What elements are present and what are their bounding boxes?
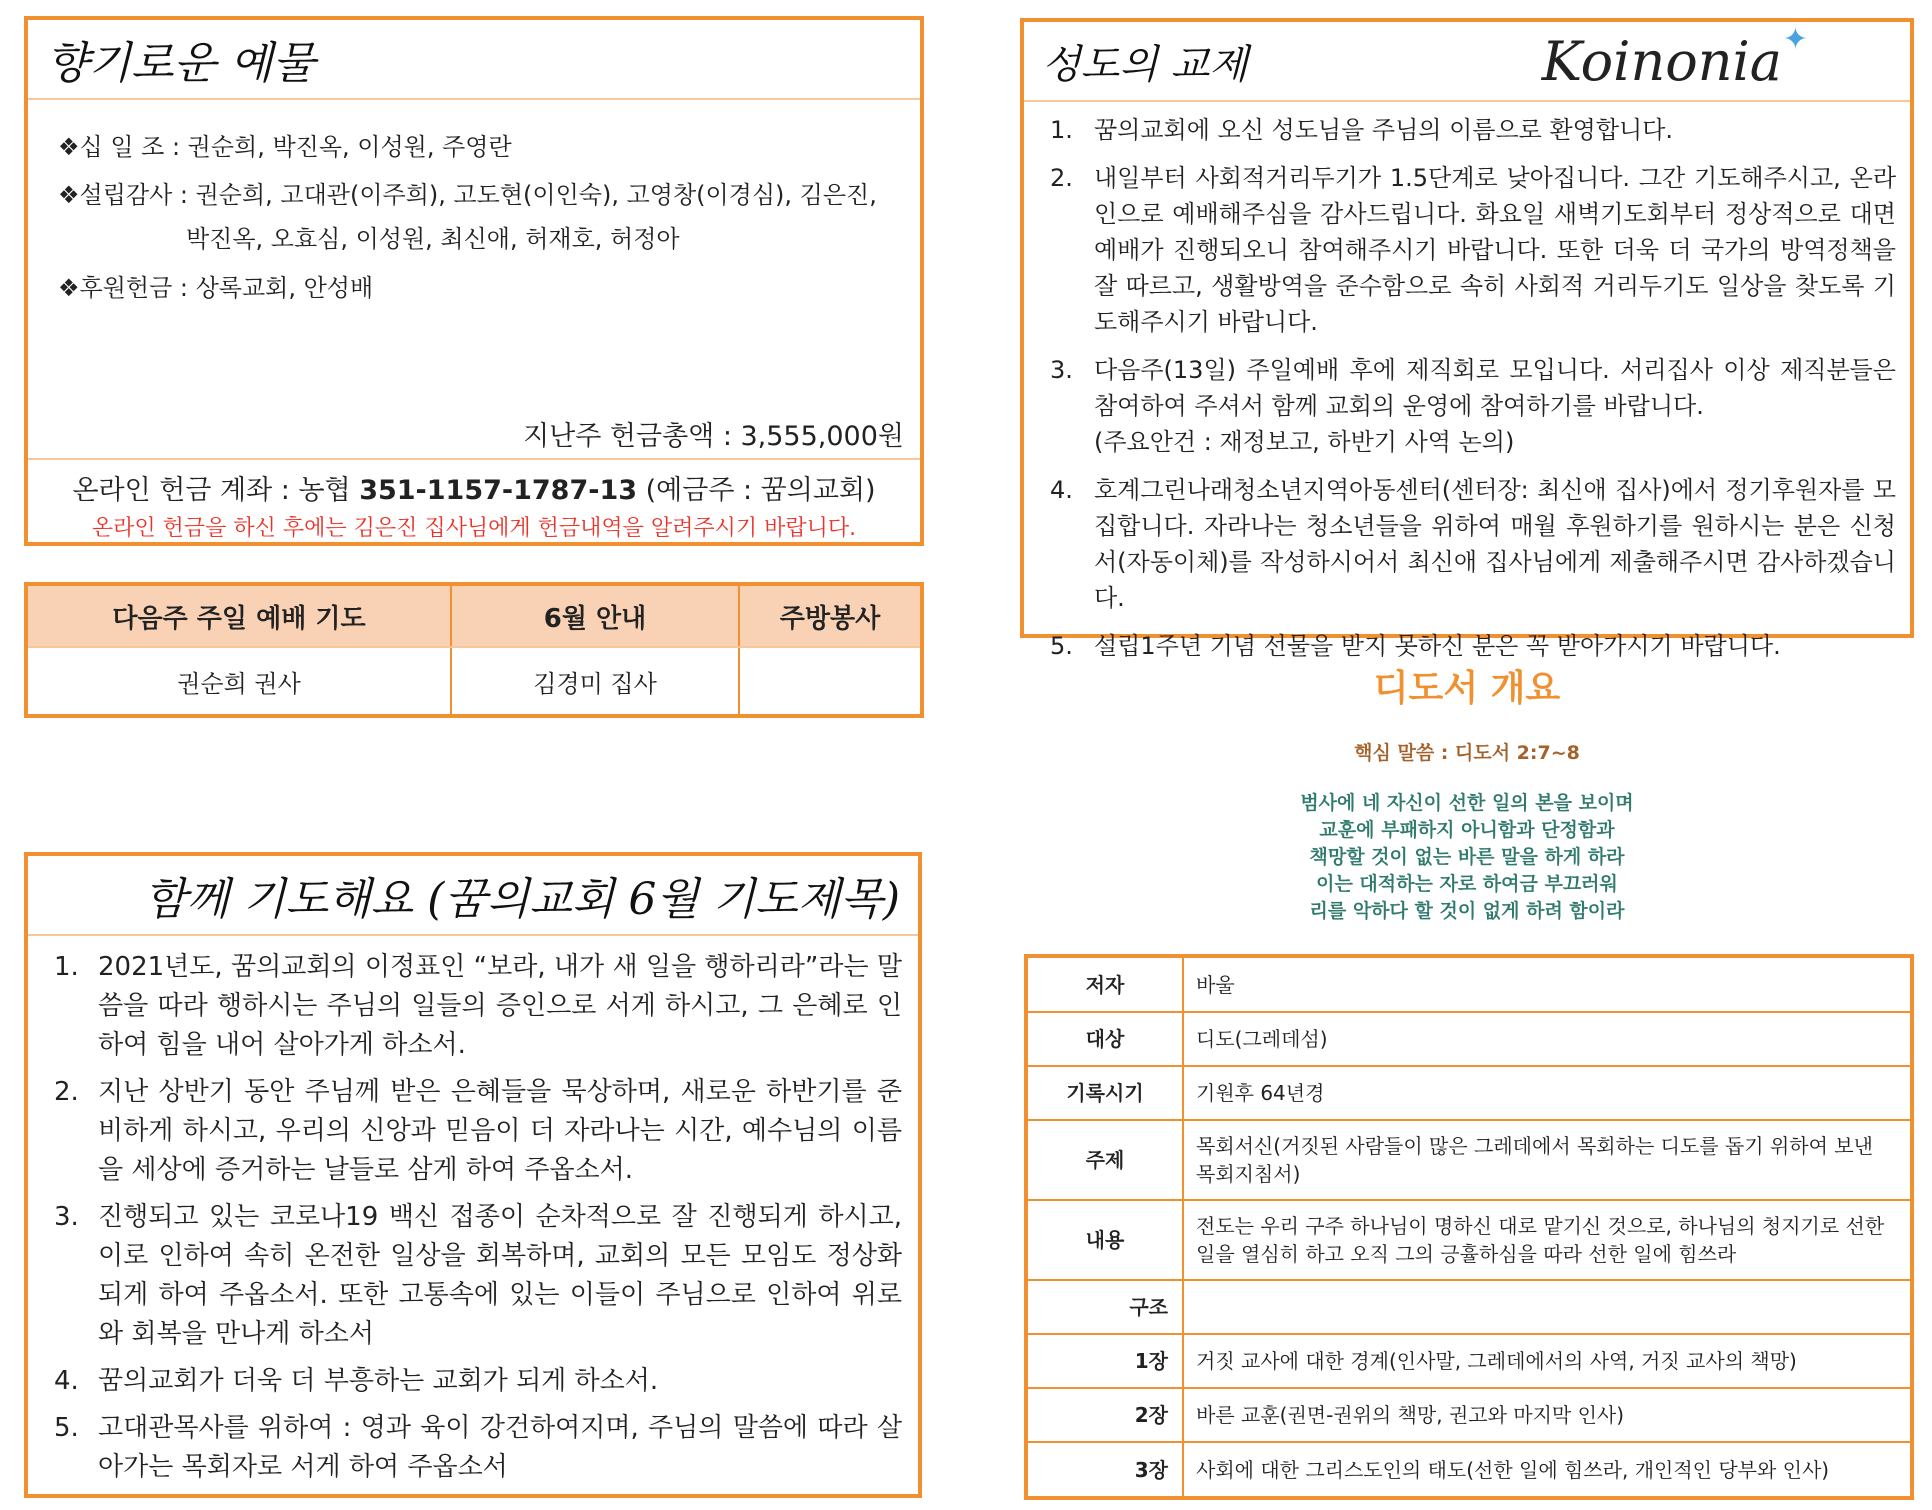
list-item: 3. 다음주(13일) 주일예배 후에 제직회로 모입니다. 서리집사 이상 제직분들은 참여하여 주셔서 함께 교회의 운영에 참여하기를 바랍니다. (주요안건 : 재정보고, 하반기 사역 논의) <box>1050 356 1896 456</box>
star-icon: ✦ <box>1782 21 1808 57</box>
account-number: 351-1157-1787-13 <box>359 475 638 506</box>
value-kitchen <box>739 647 920 714</box>
table-row: 기록시기 기원후 64년경 <box>1028 1066 1910 1120</box>
verse-text: 범사에 네 자신이 선한 일의 본을 보이며 교훈에 부패하지 아니함과 단정함과 책망할 것이 없는 바른 말을 하게 하라 이는 대적하는 자로 하여금 부끄러워 리를 악하다 할 것이 없게 하려 함이라 <box>1300 792 1634 922</box>
founding-line-1: ❖설립감사 : 권순희, 고대관(이주희), 고도현(이인숙), 고영창(이경심), 김은진, <box>58 181 877 209</box>
offering-title: 향기로운 예물 <box>46 38 316 89</box>
table-row: 대상 디도(그레데섬) <box>1028 1012 1910 1066</box>
offering-total: 지난주 헌금총액 : 3,555,000원 <box>523 421 904 452</box>
table-row: 3장 사회에 대한 그리스도인의 태도(선한 일에 힘쓰라, 개인적인 당부와 인사) <box>1028 1442 1910 1496</box>
fellowship-box <box>1020 18 1914 660</box>
header-june: 6월 안내 <box>451 586 739 647</box>
prayer-box <box>24 852 922 1498</box>
list-item: 2. 지난 상반기 동안 주님께 받은 은혜들을 묵상하며, 새로운 하반기를 준비하게 하시고, 우리의 신앙과 믿음이 더 자라나는 시간, 예수님의 이름을 세상에 증거하는 날들로 삼게 하여 주옵소서. <box>54 1077 902 1185</box>
account-info <box>28 468 920 507</box>
founding-line-2: 박진옥, 오효심, 이성원, 최신애, 허재호, 허정아 <box>186 225 680 253</box>
tithe-line: ❖십 일 조 : 권순희, 박진옥, 이성원, 주영란 <box>58 133 512 161</box>
offering-header <box>28 20 920 100</box>
fellowship-title: 성도의 교제 <box>1042 41 1248 88</box>
account-prefix: 온라인 헌금 계좌 : 농협 <box>72 475 360 506</box>
account-section <box>28 458 920 542</box>
table-row: 저자 바울 <box>1028 958 1910 1012</box>
list-item: 5. 설립1주년 기념 선물을 받지 못하신 분은 꼭 받아가시기 바랍니다. <box>1050 632 1781 660</box>
list-item: 4. 호계그린나래청소년지역아동센터(센터장: 최신애 집사)에서 정기후원자를 모집합니다. 자라나는 청소년들을 위하여 매월 후원하기를 원하시는 분은 신청서(자동이체)를 작성하시어서 최신애 집사님에게 제출해주시면 감사하겠습니다. <box>1050 476 1896 612</box>
header-prayer: 다음주 주일 예배 기도 <box>28 586 451 647</box>
koinonia-logo-text: Koinonia <box>1541 29 1782 93</box>
list-item: 5. 고대관목사를 위하여 : 영과 육이 강건하여지며, 주님의 말씀에 따라 살아가는 목회자로 서게 하여 주옵소서 <box>54 1413 902 1482</box>
account-note: 온라인 헌금을 하신 후에는 김은진 집사님에게 헌금내역을 알려주시기 바랍니다. <box>91 516 857 541</box>
support-line: ❖후원헌금 : 상록교회, 안성배 <box>58 274 374 302</box>
fellowship-header <box>1024 22 1910 102</box>
table-row: 주제 목회서신(거짓된 사람들이 많은 그레데에서 목회하는 디도를 돕기 위하여 보낸 목회지침서) <box>1028 1120 1910 1200</box>
fellowship-list <box>1050 112 1896 676</box>
list-item: 2. 내일부터 사회적거리두기가 1.5단계로 낮아집니다. 그간 기도해주시고, 온라인으로 예배해주심을 감사드립니다. 화요일 새벽기도회부터 정상적으로 대면예배가 진행되오니 참여해주시기 바랍니다. 또한 더욱 더 국가의 방역정책을 잘 따르고, 생활방역을 준수함으로 속히 사회적 거리두기도 일상을 찾도록 기도해주시기 바랍니다. <box>1050 164 1896 336</box>
titus-overview-table <box>1024 954 1914 1500</box>
schedule-table <box>24 582 924 718</box>
list-item: 1. 2021년도, 꿈의교회의 이정표인 “보라, 내가 새 일을 행하리라”라는 말씀을 따라 행하시는 주님의 일들의 증인으로 서게 하시고, 그 은혜로 인하여 힘을 내어 살아가게 하소서. <box>54 952 902 1060</box>
account-suffix: (예금주 : 꿈의교회) <box>637 475 876 506</box>
agenda-note: (주요안건 : 재정보고, 하반기 사역 논의) <box>1094 428 1515 456</box>
offering-box <box>24 16 924 546</box>
header-kitchen: 주방봉사 <box>739 586 920 647</box>
titus-title: 디도서 개요 <box>1373 668 1561 709</box>
table-row: 구조 <box>1028 1280 1910 1334</box>
table-row: 2장 바른 교훈(권면-권위의 책망, 권고와 마지막 인사) <box>1028 1388 1910 1442</box>
list-item: 4. 꿈의교회가 더욱 더 부흥하는 교회가 되게 하소서. <box>54 1366 659 1396</box>
prayer-title: 함께 기도해요 (꿈의교회 6월 기도제목) <box>144 874 900 925</box>
list-item: 1. 꿈의교회에 오신 성도님을 주님의 이름으로 환영합니다. <box>1050 116 1674 144</box>
table-row: 내용 전도는 우리 구주 하나님이 명하신 대로 맡기신 것으로, 하나님의 청지기로 선한 일을 열심히 하고 오직 그의 긍휼하심을 따라 선한 일에 힘쓰라 <box>1028 1200 1910 1280</box>
table-row: 1장 거짓 교사에 대한 경계(인사말, 그레데에서의 사역, 거짓 교사의 책망) <box>1028 1334 1910 1388</box>
value-june: 김경미 집사 <box>451 647 739 714</box>
list-item: 3. 진행되고 있는 코로나19 백신 접종이 순차적으로 잘 진행되게 하시고, 이로 인하여 속히 온전한 일상을 회복하며, 교회의 모든 모임도 정상화되게 하여 주옵소서. 또한 고통속에 있는 이들이 주님으로 인하여 위로와 회복을 만나게 하소서 <box>54 1202 902 1349</box>
koinonia-logo <box>1541 21 1808 93</box>
prayer-list <box>54 948 902 1495</box>
prayer-header <box>28 856 918 936</box>
key-verse: 핵심 말씀 : 디도서 2:7~8 <box>1354 742 1580 764</box>
value-prayer: 권순희 권사 <box>28 647 451 714</box>
